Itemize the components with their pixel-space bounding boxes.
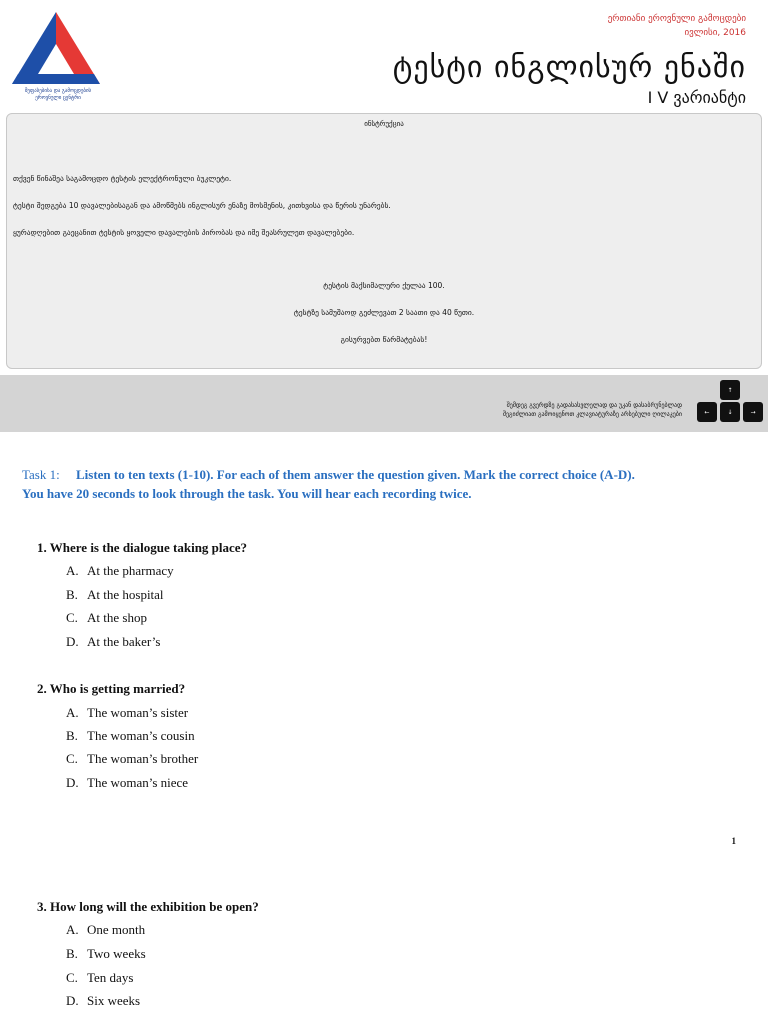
- option-text: One month: [87, 922, 146, 937]
- question-2: 2. Who is getting married?: [37, 681, 186, 696]
- option-text: The woman’s sister: [87, 705, 189, 720]
- question-1: 1. Where is the dialogue taking place?: [37, 540, 248, 555]
- navigation-hint: [503, 401, 682, 419]
- time-limit: ტესტზე სამუშაოდ გეძლევათ 2 საათი და 40 წუთი.: [293, 308, 475, 317]
- option-letter: C.: [66, 970, 78, 985]
- arrow-up-key-icon[interactable]: ↑: [720, 380, 740, 400]
- option-letter: A.: [66, 705, 79, 720]
- option-text: Two weeks: [87, 946, 146, 961]
- navigation-hint-line1: შემდეგ გვერდზე გადასასვლელად და უკან დასაბრუნებლად: [506, 402, 682, 409]
- q2-option-c[interactable]: [66, 751, 198, 767]
- q3-option-d[interactable]: [66, 993, 140, 1009]
- option-letter: C.: [66, 610, 78, 625]
- page-number: 1: [731, 836, 736, 846]
- good-luck: გისურვებთ წარმატებას!: [340, 335, 428, 344]
- exam-info: [608, 12, 746, 40]
- question-3: 3. How long will the exhibition be open?: [37, 899, 259, 914]
- q1-option-c[interactable]: [66, 610, 147, 626]
- option-text: The woman’s brother: [87, 751, 199, 766]
- instructions-box: [6, 113, 762, 369]
- option-text: The woman’s cousin: [87, 728, 195, 743]
- q3-option-c[interactable]: [66, 970, 133, 986]
- option-letter: C.: [66, 751, 78, 766]
- option-letter: D.: [66, 634, 79, 649]
- option-letter: D.: [66, 775, 79, 790]
- option-text: Six weeks: [87, 993, 141, 1008]
- option-letter: A.: [66, 563, 79, 578]
- option-letter: D.: [66, 993, 79, 1008]
- option-letter: A.: [66, 922, 79, 937]
- option-text: At the shop: [87, 610, 147, 625]
- max-score: ტესტის მაქსიმალური ქულაა 100.: [323, 281, 445, 290]
- option-text: The woman’s niece: [87, 775, 189, 790]
- instructions-title: ინსტრუქცია: [364, 120, 404, 128]
- option-text: At the pharmacy: [87, 563, 174, 578]
- arrow-left-key-icon[interactable]: ←: [697, 402, 717, 422]
- task-line-2: [22, 484, 742, 503]
- q1-option-b[interactable]: [66, 587, 164, 603]
- instruction-line-3: ყურადღებით გაეცანით ტესტის ყოველი დავალების პირობას და იმე შეასრულეთ დავალებები.: [13, 228, 355, 237]
- arrow-right-key-icon[interactable]: →: [743, 402, 763, 422]
- option-text: At the baker’s: [87, 634, 161, 649]
- task-label: Task 1:: [22, 467, 60, 482]
- instruction-line-2: ტესტი შედგება 10 დავალებისაგან და ამოწმებს ინგლისურ ენაზე მოსმენის, კითხვისა და წერის უნარებს.: [13, 201, 391, 210]
- variant-label: I V ვარიანტი: [647, 88, 746, 107]
- instruction-line-1: თქვენ წინაშეა საგამოცდო ტესტის ელექტრონული ბუკლეტი.: [13, 174, 232, 183]
- q2-option-d[interactable]: [66, 775, 188, 791]
- exam-name: ერთიანი ეროვნული გამოცდები: [607, 14, 746, 24]
- task-text-1: Listen to ten texts (1-10). For each of them answer the question given. Mark the correct choice (A-D).: [75, 467, 635, 482]
- q3-option-a[interactable]: [66, 922, 145, 938]
- option-letter: B.: [66, 946, 78, 961]
- arrow-down-key-icon[interactable]: ↓: [720, 402, 740, 422]
- logo-icon: [10, 10, 102, 90]
- task-text-2: You have 20 seconds to look through the task. You will hear each recording twice.: [22, 486, 472, 501]
- q2-option-a[interactable]: [66, 705, 188, 721]
- q2-option-b[interactable]: [66, 728, 195, 744]
- exam-date: ივლისი, 2016: [684, 28, 746, 38]
- task-line-1: [22, 465, 742, 484]
- q3-option-b[interactable]: [66, 946, 146, 962]
- navigation-hint-band: [0, 375, 768, 432]
- navigation-hint-line2: შეგიძლიათ გამოიყენოთ კლავიატურაზე არსებული ღილაკები: [502, 411, 682, 418]
- option-text: At the hospital: [87, 587, 164, 602]
- logo-caption: [8, 88, 108, 102]
- logo-caption-line1: შეფასებისა და გამოცდების: [24, 88, 92, 94]
- option-letter: B.: [66, 587, 78, 602]
- q1-option-d[interactable]: [66, 634, 160, 650]
- option-text: Ten days: [87, 970, 134, 985]
- page-title: ტესტი ინგლისურ ენაში: [392, 50, 746, 85]
- q1-option-a[interactable]: [66, 563, 174, 579]
- option-letter: B.: [66, 728, 78, 743]
- task-instructions: [22, 465, 742, 503]
- logo-caption-line2: ეროვნული ცენტრი: [35, 95, 81, 101]
